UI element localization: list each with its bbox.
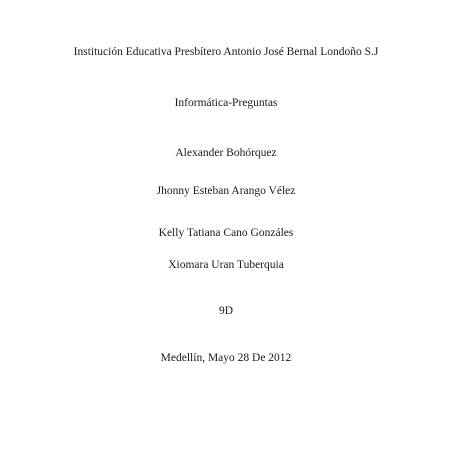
author-name: Jhonny Esteban Arango Vélez — [156, 185, 296, 197]
document-date: Medellín, Mayo 28 De 2012 — [160, 352, 292, 364]
group-label: 9D — [218, 305, 234, 317]
author-name: Xiomara Uran Tuberquia — [168, 259, 284, 271]
author-name: Alexander Bohórquez — [175, 147, 277, 159]
author-name: Kelly Tatiana Cano Gonzáles — [158, 227, 294, 239]
institution-name: Institución Educativa Presbítero Antonio José Bernal Londoño S.J — [73, 46, 379, 58]
document-subject: Informática-Preguntas — [174, 97, 278, 109]
